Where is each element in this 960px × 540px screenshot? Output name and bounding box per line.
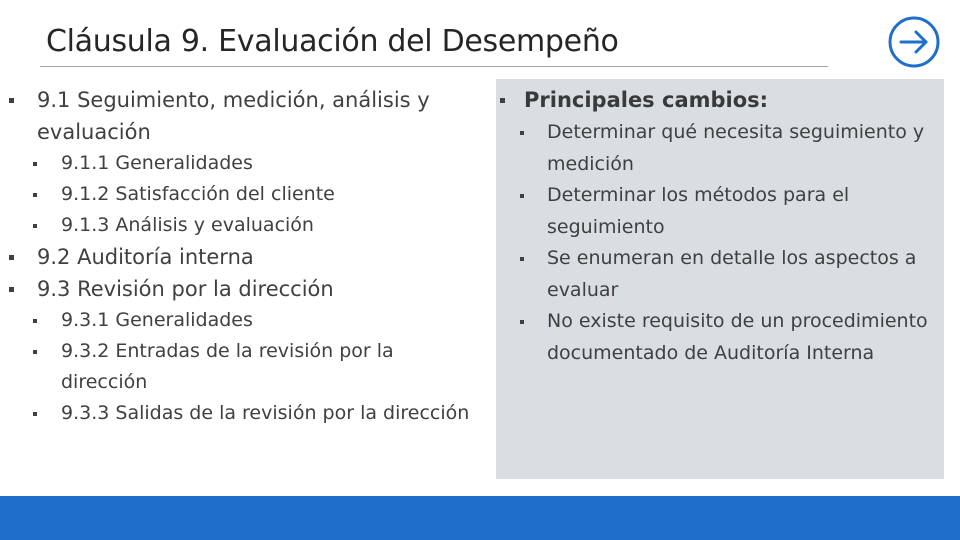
bullet-icon — [33, 224, 37, 228]
list-item-text: 9.1.1 Generalidades — [61, 152, 253, 174]
list-item — [0, 84, 480, 148]
bullet-icon — [33, 350, 37, 354]
list-item-text: 9.3 Revisión por la dirección — [37, 277, 334, 301]
list-item — [0, 241, 480, 273]
slide-title: Cláusula 9. Evaluación del Desempeño — [46, 24, 619, 59]
bullet-icon — [520, 131, 524, 135]
list-item-text: No existe requisito de un procedimiento documentado de Auditoría Interna — [547, 310, 928, 364]
changes-heading — [496, 83, 944, 117]
list-item — [496, 306, 944, 369]
list-item — [0, 336, 480, 398]
list-item-text: 9.1.2 Satisfacción del cliente — [61, 183, 335, 205]
list-item — [496, 243, 944, 306]
list-item — [496, 180, 944, 243]
bullet-icon — [500, 98, 505, 103]
footer-bar — [0, 496, 960, 540]
list-item-text: 9.3.2 Entradas de la revisión por la dirección — [61, 340, 394, 393]
list-item-text: 9.2 Auditoría interna — [37, 245, 254, 269]
bullet-icon — [33, 193, 37, 197]
list-item — [0, 210, 480, 241]
bullet-icon — [520, 194, 524, 198]
bullet-icon — [9, 287, 14, 292]
list-item-text: 9.3.1 Generalidades — [61, 309, 253, 331]
list-item-text: 9.1.3 Análisis y evaluación — [61, 214, 314, 236]
list-item — [0, 148, 480, 179]
bullet-icon — [33, 319, 37, 323]
bullet-icon — [9, 255, 14, 260]
changes-heading-text: Principales cambios: — [524, 88, 769, 112]
list-item-text: 9.1 Seguimiento, medición, análisis y evaluación — [37, 88, 430, 144]
list-item — [0, 398, 480, 429]
list-item — [0, 305, 480, 336]
list-item — [0, 273, 480, 305]
list-item-text: Determinar los métodos para el seguimiento — [547, 184, 850, 238]
bullet-icon — [9, 98, 14, 103]
left-bullet-list — [0, 84, 480, 429]
bullet-icon — [520, 320, 524, 324]
bullet-icon — [33, 162, 37, 166]
list-item-text: Se enumeran en detalle los aspectos a evaluar — [547, 247, 917, 301]
bullet-icon — [520, 257, 524, 261]
list-item-text: 9.3.3 Salidas de la revisión por la dirección — [61, 402, 470, 424]
list-item — [0, 179, 480, 210]
arrow-right-circle-icon[interactable] — [886, 14, 942, 70]
title-divider — [40, 66, 828, 67]
list-item — [496, 117, 944, 180]
list-item-text: Determinar qué necesita seguimiento y medición — [547, 121, 925, 175]
bullet-icon — [33, 412, 37, 416]
changes-panel — [496, 79, 944, 479]
